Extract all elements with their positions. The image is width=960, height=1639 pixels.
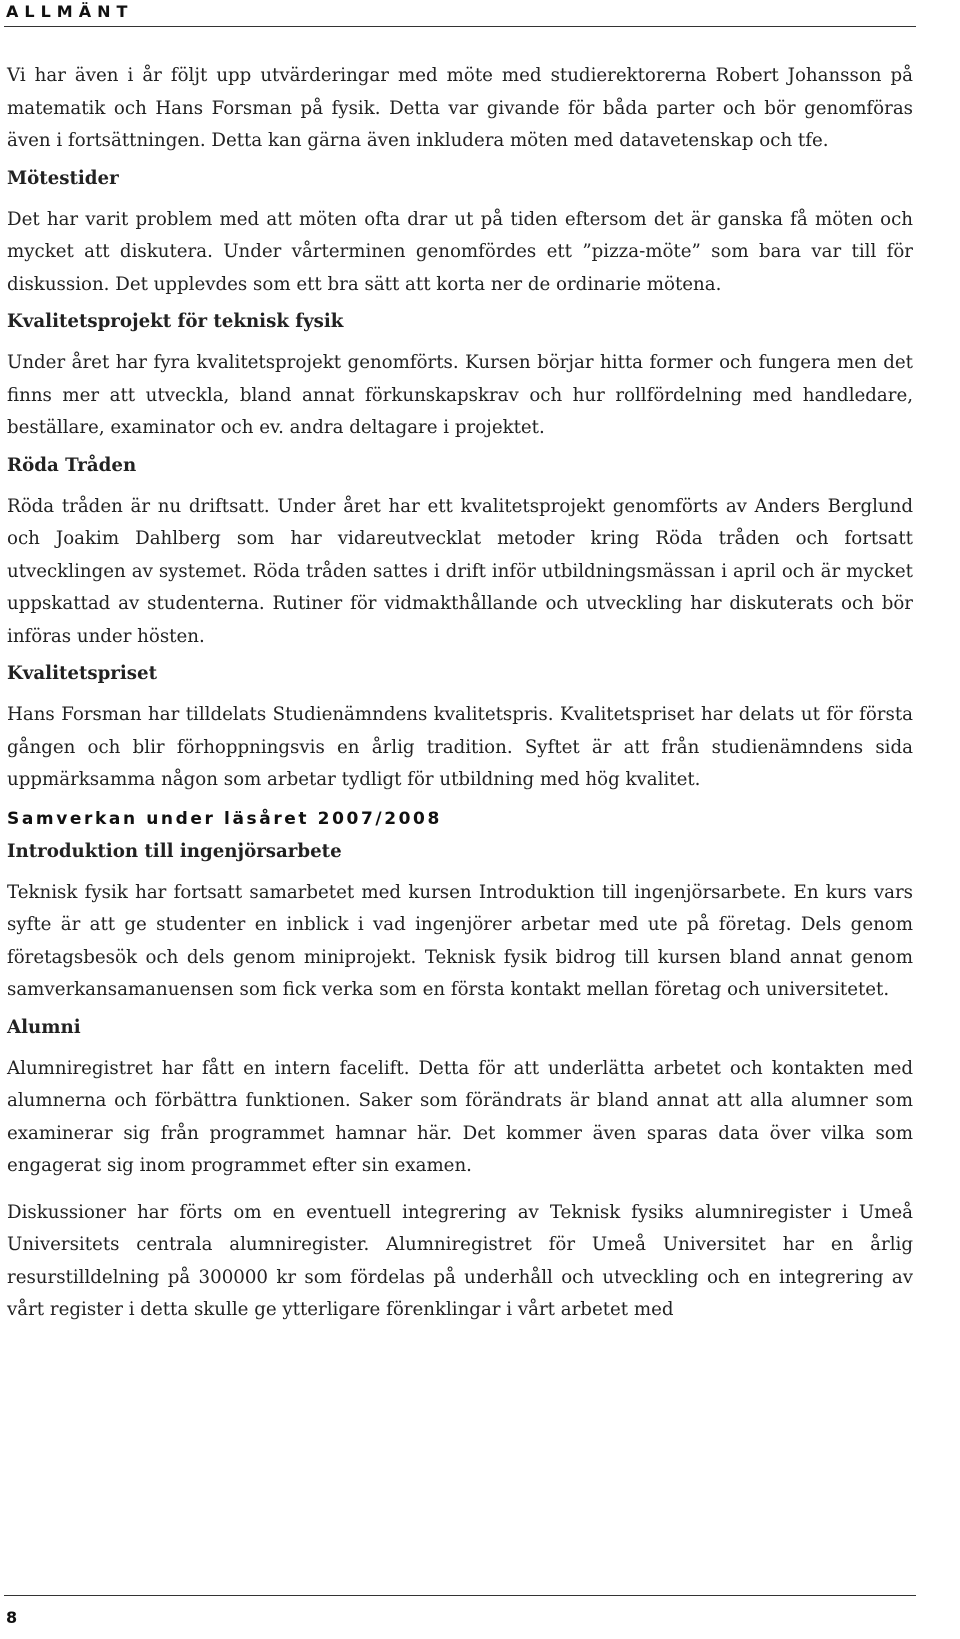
roda-traden-paragraph: Röda tråden är nu driftsatt. Under året har ett kvalitetsprojekt genomförts av Anders Berglund och Joakim Dahlberg som har vidareutvecklat metoder kring Röda tråden och fortsatt utvecklingen av systemet. Röda tråden sattes i drift inför utbildningsmässan i april och är mycket uppskattad av studenterna. Rutiner för vidmakthållande och utveckling har diskuterats och bör införas under hösten.: [7, 495, 913, 647]
heading-samverkan: Samverkan under läsåret 2007/2008: [7, 808, 442, 829]
section-header-label: ALLMÄNT: [6, 2, 134, 21]
page-number: 8: [6, 1608, 18, 1627]
heading-introduktion: Introduktion till ingenjörsarbete: [7, 840, 342, 862]
alumni-paragraph-2: Diskussioner har förts om en eventuell integrering av Teknisk fysiks alumniregister i Umeå Universitets centrala alumniregister. Alumniregistret för Umeå Universitet har en årlig resurstilldelning på 300000 kr som fördelas på underhåll och utveckling och en integrering av vårt register i detta skulle ge ytterligare förenklingar i vårt arbetet med: [7, 1201, 913, 1320]
alumni-paragraph-1: Alumniregistret har fått en intern facelift. Detta för att underlätta arbetet och kontakten med alumnerna och förbättra funktionen. Saker som förändrats är bland annat att alla alumner som examinerar sig från programmet hamnar här. Det kommer även sparas data över vilka som engagerat sig inom programmet efter sin examen.: [7, 1057, 913, 1176]
heading-motestider: Mötestider: [7, 167, 119, 189]
kvalitetspriset-paragraph: Hans Forsman har tilldelats Studienämndens kvalitetspris. Kvalitetspriset har delats ut för första gången och blir förhoppningsvis en årlig tradition. Syftet är att från studienämndens sida uppmärksamma någon som arbetar tydligt för utbildning med hög kvalitet.: [7, 704, 913, 790]
heading-kvalitetsprojekt: Kvalitetsprojekt för teknisk fysik: [7, 311, 344, 332]
intro-paragraph: Vi har även i år följt upp utvärderingar med möte med studierektorerna Robert Johansson på matematik och Hans Forsman på fysik. Detta var givande för båda parter och bör genomföras även i fortsättningen. Detta kan gärna även inkludera möten med datavetenskap och tfe.: [7, 65, 913, 151]
kvalitetsprojekt-paragraph: Under året har fyra kvalitetsprojekt genomförts. Kursen börjar hitta former och fungera men det finns mer att utveckla, bland annat förkunskapskrav och hur rollfördelning med handledare, beställare, examinator och ev. andra deltagare i projektet.: [7, 352, 913, 438]
heading-roda-traden: Röda Tråden: [7, 454, 137, 476]
introduktion-paragraph: Teknisk fysik har fortsatt samarbetet med kursen Introduktion till ingenjörsarbete. En kurs vars syfte är att ge studenter en inblick i vad ingenjörer arbetar med ute på företag. Dels genom företagsbesök och dels genom miniprojekt. Teknisk fysik bidrog till kursen bland annat genom samverkansamanuensen som fick verka som en första kontakt mellan företag och universitetet.: [7, 881, 913, 1000]
document-body: [7, 60, 913, 1327]
motestider-paragraph: Det har varit problem med att möten ofta drar ut på tiden eftersom det är ganska få möten och mycket att diskutera. Under vårterminen genomfördes ett ”pizza-möte” som bara var till för diskussion. Det upplevdes som ett bra sätt att korta ner de ordinarie mötena.: [7, 208, 913, 295]
heading-kvalitetspriset: Kvalitetspriset: [7, 663, 158, 684]
header-divider: [4, 26, 916, 27]
heading-alumni: Alumni: [7, 1016, 81, 1038]
footer-divider: [4, 1595, 916, 1596]
